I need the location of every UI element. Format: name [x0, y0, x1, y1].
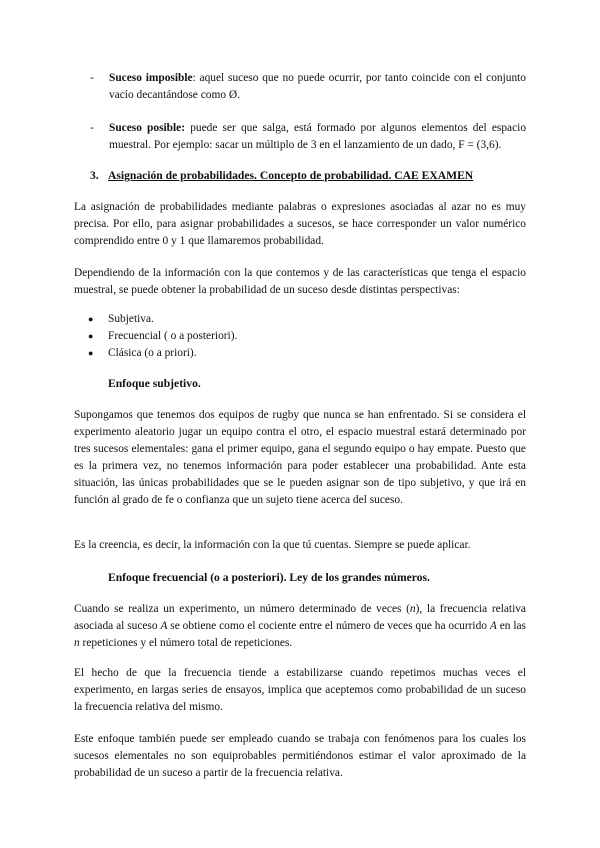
- variable-a: A: [160, 620, 168, 632]
- text-run: repeticiones y el número total de repeticiones.: [79, 637, 293, 649]
- dash-marker: -: [90, 122, 94, 134]
- perspectives-list: [88, 311, 508, 362]
- paragraph-subjective-1: Supongamos que tenemos dos equipos de rugby que nunca se han enfrentado. Si se considera el experimento aleatorio jugar un equipo contra el otro, el espacio muestral estará determinado por tres sucesos elementales: gana el primer equipo, gana el segundo equipo o hay empate. Puesto que es la primera vez, no tenemos información para poder establecer una probabilidad. Ante esta situación, las únicas probabilidades que se le pueden asignar son de tipo subjetivo, y que irá en función al grado de fe o confianza que un sujeto tiene acerca del suceso.: [74, 409, 526, 506]
- text-run: Cuando se realiza un experimento, un número determinado de veces (: [74, 603, 410, 615]
- variable-a: A: [489, 620, 497, 632]
- variable-n: n: [74, 637, 80, 649]
- text-run: se obtiene como el cociente entre el número de veces que ha ocurrido: [167, 620, 490, 632]
- subheading-subjective: Enfoque subjetivo.: [108, 377, 201, 390]
- section-number: 3.: [90, 169, 99, 182]
- list-item-suceso-imposible: [90, 70, 526, 104]
- definition-suceso-imposible: : aquel suceso que no puede ocurrir, por tanto coincide con el conjunto vacío decantándose como Ø.: [109, 72, 527, 101]
- subheading-frequential: Enfoque frecuencial (o a posteriori). Ley de los grandes números.: [108, 571, 430, 584]
- term-suceso-posible: Suceso posible:: [109, 122, 186, 134]
- paragraph-intro-1: La asignación de probabilidades mediante palabras o expresiones asociadas al azar no es muy precisa. Por ello, para asignar probabilidades a sucesos, se hace corresponder un valor numérico comprendido entre 0 y 1 que llamaremos probabilidad.: [74, 201, 526, 247]
- paragraph-frequential-1: [74, 601, 526, 652]
- paragraph-subjective-2: Es la creencia, es decir, la información con la que tú cuentas. Siempre se puede aplicar.: [74, 539, 471, 551]
- section-heading: [90, 167, 526, 184]
- term-suceso-imposible: Suceso imposible: [109, 72, 193, 84]
- list-item-clasica: ● Clásica (o a priori).: [88, 345, 508, 362]
- list-item-subjetiva: ● Subjetiva.: [88, 311, 508, 328]
- definition-suceso-posible: puede ser que salga, está formado por algunos elementos del espacio muestral. Por ejemplo: sacar un múltiplo de 3 en el lanzamiento de un dado, F = (3,6).: [109, 122, 527, 151]
- dash-marker: -: [90, 72, 94, 84]
- variable-n: n: [409, 603, 416, 615]
- paragraph-frequential-2: El hecho de que la frecuencia tiende a estabilizarse cuando repetimos muchas veces el experimento, en largas series de ensayos, implica que aceptemos como probabilidad de un suceso la frecuencia relativa del mismo.: [74, 667, 526, 713]
- paragraph-intro-2: Dependiendo de la información con la que contemos y de las características que tenga el espacio muestral, se puede obtener la probabilidad de un suceso desde distintas perspectivas:: [74, 267, 526, 296]
- section-title: Asignación de probabilidades. Concepto de probabilidad. CAE EXAMEN: [108, 169, 474, 182]
- list-item-frecuencial: ● Frecuencial ( o a posteriori).: [88, 328, 508, 345]
- text-run: en las: [496, 620, 526, 632]
- text-run: ), la frecuencia relativa asociada al suceso: [74, 603, 526, 632]
- paragraph-frequential-3: Este enfoque también puede ser empleado cuando se trabaja con fenómenos para los cuales los sucesos elementales no son equiprobables permitiéndonos estimar el valor aproximado de la probabilidad de un suceso a partir de la frecuencia relativa.: [74, 733, 526, 779]
- list-item-suceso-posible: [90, 120, 526, 154]
